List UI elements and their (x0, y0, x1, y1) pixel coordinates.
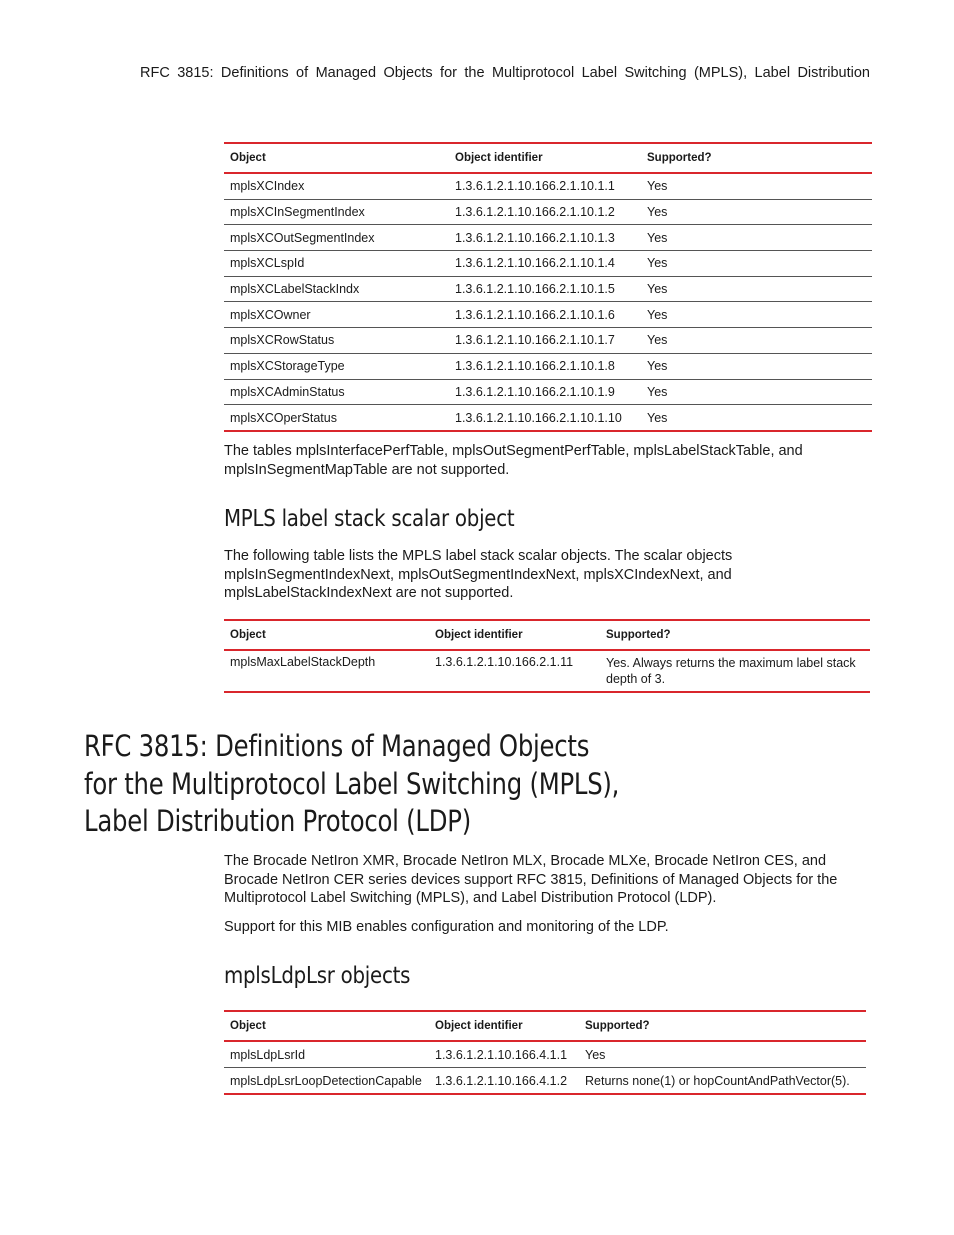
cell-supported: Yes (641, 199, 872, 225)
xc-objects-table (224, 142, 872, 432)
table-row (224, 199, 872, 225)
label-stack-table (224, 619, 870, 693)
cell-oid: 1.3.6.1.2.1.10.166.2.1.10.1.5 (449, 276, 641, 302)
col-header-object: Object (224, 143, 449, 173)
chapter-title-line: for the Multiprotocol Label Switching (MPLS), (84, 766, 620, 801)
table-row (224, 650, 870, 692)
col-header-object: Object (224, 620, 429, 650)
cell-supported: Yes (641, 353, 872, 379)
cell-supported: Returns none(1) or hopCountAndPathVector(5). (579, 1068, 866, 1095)
col-header-supported: Supported? (600, 620, 870, 650)
cell-supported: Yes (641, 225, 872, 251)
col-header-object: Object (224, 1011, 429, 1041)
col-header-oid: Object identifier (449, 143, 641, 173)
table-row (224, 225, 872, 251)
cell-supported: Yes (641, 405, 872, 431)
table-row (224, 1068, 866, 1095)
table-row (224, 276, 872, 302)
cell-object: mplsLdpLsrId (224, 1041, 429, 1068)
cell-supported: Yes (641, 328, 872, 354)
cell-supported: Yes. Always returns the maximum label stack depth of 3. (600, 650, 870, 692)
cell-object: mplsMaxLabelStackDepth (224, 650, 429, 692)
cell-oid: 1.3.6.1.2.1.10.166.2.1.10.1.6 (449, 302, 641, 328)
cell-object: mplsXCInSegmentIndex (224, 199, 449, 225)
cell-oid: 1.3.6.1.2.1.10.166.2.1.10.1.8 (449, 353, 641, 379)
table-row (224, 353, 872, 379)
cell-object: mplsXCRowStatus (224, 328, 449, 354)
table-header-row (224, 620, 870, 650)
ldp-mib-paragraph: Support for this MIB enables configuration and monitoring of the LDP. (224, 919, 669, 935)
col-header-supported: Supported? (579, 1011, 866, 1041)
cell-object: mplsXCOutSegmentIndex (224, 225, 449, 251)
cell-oid: 1.3.6.1.2.1.10.166.2.1.10.1.1 (449, 173, 641, 199)
ldp-support-paragraph: The Brocade NetIron XMR, Brocade NetIron MLX, Brocade MLXe, Brocade NetIron CES, and Brocade NetIron CER series devices support RFC 3815, Definitions of Managed Objects for the Multiprotocol Label Switching (MPLS), and Label Distribution Protocol (LDP). (224, 853, 838, 906)
chapter-title (84, 728, 619, 841)
table-row (224, 328, 872, 354)
cell-object: mplsXCOperStatus (224, 405, 449, 431)
cell-supported: Yes (641, 379, 872, 405)
cell-supported: Yes (641, 173, 872, 199)
cell-oid: 1.3.6.1.2.1.10.166.2.1.11 (429, 650, 600, 692)
unsupported-tables-note: The tables mplsInterfacePerfTable, mplsOutSegmentPerfTable, mplsLabelStackTable, and mplsInSegmentMapTable are not supported. (224, 443, 803, 478)
cell-object: mplsXCAdminStatus (224, 379, 449, 405)
cell-object: mplsXCIndex (224, 173, 449, 199)
cell-object: mplsXCLabelStackIndx (224, 276, 449, 302)
cell-supported: Yes (641, 251, 872, 277)
cell-object: mplsLdpLsrLoopDetectionCapable (224, 1068, 429, 1095)
cell-oid: 1.3.6.1.2.1.10.166.4.1.1 (429, 1041, 579, 1068)
cell-oid: 1.3.6.1.2.1.10.166.2.1.10.1.3 (449, 225, 641, 251)
table-row (224, 379, 872, 405)
cell-supported: Yes (641, 276, 872, 302)
cell-object: mplsXCStorageType (224, 353, 449, 379)
section-title-label-stack: MPLS label stack scalar object (224, 506, 515, 532)
cell-oid: 1.3.6.1.2.1.10.166.2.1.10.1.7 (449, 328, 641, 354)
table-row (224, 1041, 866, 1068)
table-row (224, 405, 872, 431)
col-header-supported: Supported? (641, 143, 872, 173)
chapter-title-line: Label Distribution Protocol (LDP) (84, 804, 471, 838)
table-row (224, 251, 872, 277)
cell-oid: 1.3.6.1.2.1.10.166.4.1.2 (429, 1068, 579, 1095)
cell-oid: 1.3.6.1.2.1.10.166.2.1.10.1.2 (449, 199, 641, 225)
cell-object: mplsXCLspId (224, 251, 449, 277)
col-header-oid: Object identifier (429, 1011, 579, 1041)
section-title-ldp-lsr: mplsLdpLsr objects (224, 963, 411, 989)
col-header-oid: Object identifier (429, 620, 600, 650)
table-row (224, 173, 872, 199)
cell-supported: Yes (641, 302, 872, 328)
cell-supported: Yes (579, 1041, 866, 1068)
cell-oid: 1.3.6.1.2.1.10.166.2.1.10.1.10 (449, 405, 641, 431)
ldp-lsr-table (224, 1010, 866, 1095)
chapter-title-line: RFC 3815: Definitions of Managed Objects (84, 729, 590, 763)
table-header-row (224, 143, 872, 173)
cell-oid: 1.3.6.1.2.1.10.166.2.1.10.1.9 (449, 379, 641, 405)
label-stack-intro: The following table lists the MPLS label stack scalar objects. The scalar objects mplsInSegmentIndexNext, mplsOutSegmentIndexNext, mplsXCIndexNext, and mplsLabelStackIndexNext are not supported. (224, 548, 733, 601)
running-header: RFC 3815: Definitions of Managed Objects for the Multiprotocol Label Switching (MPLS), Label Distribution (140, 65, 870, 81)
table-row (224, 302, 872, 328)
table-header-row (224, 1011, 866, 1041)
cell-object: mplsXCOwner (224, 302, 449, 328)
cell-oid: 1.3.6.1.2.1.10.166.2.1.10.1.4 (449, 251, 641, 277)
